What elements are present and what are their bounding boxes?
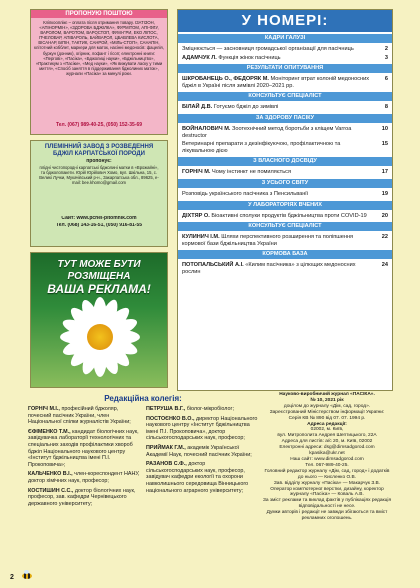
toc-entry-page: 22 bbox=[381, 234, 388, 241]
editorial-board bbox=[28, 394, 258, 584]
toc-entry-author: ГОРНІЧ М. bbox=[182, 169, 213, 176]
toc-entry-title: Чому інстинкт не помиляється bbox=[212, 169, 291, 176]
toc-entry-text bbox=[182, 104, 374, 111]
editorial-column-left bbox=[28, 406, 140, 510]
toc-entry[interactable] bbox=[178, 190, 392, 199]
ad-placeholder bbox=[30, 252, 168, 388]
mail-order-body: Кліпкооплікє – оплата після отримання товару. ІЗАТІЗОН, «АПІНОРМІН», «ЗДОРОВА БДЖІЛКА», ФУРМІТОМ, АПІ-ФЛУ, ВАРОЛОМ, ВАРОТОМ, ВАРОСТОП, ФУМІ-ГРИ, ЕКО ЛІПОС, ПЧЕЛОВАР, АПІВАРОЛЬ, БАЙВАРОЛ, ЦБАВЛЕВА КИСЛОТА, ВІСАНАР, БІПІН, ТАКТИК, САНРОЙ, «МІЛЬ-СТОП», САНАПІН, клітотний кобблет, маркери для маток, насінні медоносів: фацелія, буркун (донник), огірник, лофант і гісоп; електронні книги: «Пергові», «Пасіка», «Бджолиці науки», «Бджільництво», «Практикум з «Пасіки», «Мед науки», «Як вижувати ласку у тими миття», «Спосіб заняття в піддерживання бджолиних маток», журнали «Пасіка» за минулі роки. bbox=[34, 20, 164, 76]
editorial-member bbox=[146, 416, 258, 442]
imprint-line: Оператор комп'ютерної верстки, дизайну, коректор журналу «Пасіка» — Коваль А.В. bbox=[270, 486, 384, 498]
toc-entry-title: Готуємо бджіл до зимівлі bbox=[213, 104, 279, 111]
toc-title: У НОМЕРІ: bbox=[178, 10, 392, 32]
ad-line-1: ТУТ МОЖЕ БУТИ РОЗМІЩЕНА bbox=[57, 259, 141, 282]
mail-order-title: ПРОПОНУЮ ПОШТОЮ bbox=[31, 10, 167, 18]
toc-entry-title: Ветеринарні препарати з дезінфікуючою, профілактичною та лікувальною дією bbox=[182, 141, 341, 154]
imprint-line: Головний редактор журналу «Дім, сад, город» і додатків до нього — Кисленко О.В. bbox=[264, 468, 390, 480]
toc-entry-page: 10 bbox=[381, 125, 388, 132]
toc-entry-title: Біоактивні сполуки продуктів бджільництва проти COVID-19 bbox=[211, 212, 367, 219]
toc-entry-author: АДАМЧУК Л. bbox=[182, 54, 219, 61]
imprint-block bbox=[262, 392, 392, 582]
editorial-member bbox=[146, 445, 258, 458]
toc-section-heading: З УСЬОГО СВІТУ bbox=[178, 179, 392, 188]
imprint-line: Тел. 067-989-40-25. bbox=[305, 462, 349, 468]
editorial-member-name: РАЗАНОВ С.Ф., bbox=[146, 461, 189, 468]
breeding-plant-body: плідні чистопородні карпатські бджолині матки в «Врожайні», та бджолопакети. Юрій Юрійович Хомо, вул. Шкільна, 15, с. Великі Лучки, Мукачівський р-н., Закарпатська обл., 89625, e-mail: bee.khomo@gmail.com bbox=[39, 165, 159, 186]
imprint-line: Адреса для листів: а/с 20, м. Київ, 02002 bbox=[281, 439, 373, 445]
editorial-member-name: ПЕТРУША В.Г., bbox=[146, 406, 187, 412]
toc-entry[interactable] bbox=[178, 54, 392, 63]
ad-line-2: ВАША РЕКЛАМА! bbox=[47, 282, 151, 296]
toc-entry-text bbox=[182, 169, 374, 176]
breeding-plant-site: Сайт: www.pchel-pitomnik.com bbox=[61, 216, 137, 222]
toc-entry-text bbox=[182, 141, 374, 154]
toc-entry-author: ДІХТЯР О. bbox=[182, 212, 212, 219]
editorial-member-name: ПРИЙМАК Г.М., bbox=[146, 444, 188, 451]
toc-entry-page: 15 bbox=[381, 141, 388, 148]
toc-entry[interactable] bbox=[178, 168, 392, 177]
editorial-member-name: ГОРНІЧ М.І., bbox=[28, 406, 62, 412]
toc-entry[interactable] bbox=[178, 261, 392, 276]
toc-entry-text bbox=[182, 76, 374, 89]
imprint-line: Зареєстрований Міністерством інформації України: bbox=[269, 409, 385, 415]
toc-entry-page: 6 bbox=[384, 76, 388, 83]
toc-entry-text bbox=[182, 55, 374, 62]
editorial-member-desc: доктор біологічних наук, професор, зав. кафедри Чернівецького державного університету; bbox=[28, 487, 136, 507]
editorial-member-name: ПОСТОЄНКО В.О., bbox=[146, 415, 196, 422]
editorial-column-middle bbox=[146, 406, 258, 510]
toc-entry-title: «Килим пасічника» з цілющих медоносних рослин bbox=[182, 262, 356, 275]
toc-section-heading: КОНСУЛЬТУЄ СПЕЦІАЛІСТ bbox=[178, 222, 392, 231]
toc-section-heading: З ВЛАСНОГО ДОСВІДУ bbox=[178, 157, 392, 166]
toc-entry-author: КУЛИНИЧ І.М. bbox=[182, 234, 222, 241]
toc-entry-title: Моніторинг втрат колоній медоносних бджіл в Україні після зимівлі 2020–2021 рр. bbox=[182, 76, 370, 89]
toc-section-heading: КАДРИ ГАЛУЗІ bbox=[178, 34, 392, 43]
imprint-lines bbox=[262, 392, 392, 522]
editorial-member bbox=[146, 406, 258, 413]
toc-entry[interactable] bbox=[178, 140, 392, 155]
editorial-member-desc: доктор сільськогосподарських наук, професор, завідувач кафедри екології та охорони навколишнього середовища Вінницького національного аграрного університету; bbox=[146, 461, 249, 494]
toc-entry-page: 20 bbox=[381, 212, 388, 219]
editorial-member-name: ЄФІМЕНКО Т.М., bbox=[28, 428, 73, 435]
editorial-member bbox=[146, 461, 258, 494]
toc-entry-title: Розповідь українського пасічника з Пенсильванії bbox=[182, 190, 309, 197]
toc-entry-page: 3 bbox=[384, 54, 388, 61]
toc-entry[interactable] bbox=[178, 212, 392, 221]
toc-entry-author: БІЛАЙ Д.В. bbox=[182, 104, 214, 111]
toc-entry-page: 17 bbox=[381, 169, 388, 176]
editorial-member bbox=[28, 488, 140, 508]
toc-section-heading: КОНСУЛЬТУЄ СПЕЦІАЛІСТ bbox=[178, 92, 392, 101]
mail-order-box bbox=[30, 9, 168, 135]
toc-entry-text bbox=[182, 46, 374, 53]
toc-entry-text bbox=[182, 191, 374, 198]
toc-entry[interactable] bbox=[178, 103, 392, 112]
editorial-member-name: КОСТИШИН С.С., bbox=[28, 487, 75, 494]
imprint-line: Адреса редакції: bbox=[307, 421, 347, 427]
toc-body bbox=[178, 34, 392, 277]
page-number: 2 bbox=[10, 574, 14, 581]
toc-section-heading: ЗА ЗДОРОВУ ПАСІКУ bbox=[178, 114, 392, 123]
editorial-member-desc: директор Національного наукового центру «Інститут бджільництва імені П.І. Прокоповича», доктор сільськогосподарських наук, професор; bbox=[146, 415, 258, 442]
imprint-line: За зміст реклами та виклад фактів у публікаціях редакція відповідальності не несе. bbox=[262, 498, 392, 510]
mail-order-phone: Тел. (067) 989-40-25, (050) 152-35-69 bbox=[55, 122, 143, 128]
toc-entry-page: 8 bbox=[384, 104, 388, 111]
toc-entry-text bbox=[182, 126, 374, 139]
editorial-member-desc: професійний бджоляр, почесний пасічник України, член Національної спілки журналістів України; bbox=[28, 406, 131, 426]
imprint-line: вул. Митрополита Андрея Шептицького, 22А bbox=[277, 433, 377, 439]
toc-entry-page: 2 bbox=[384, 46, 388, 52]
toc-entry-page: 24 bbox=[381, 262, 388, 269]
editorial-member-desc: кандидат біологічних наук, завідувачка лабораторії технологічних та спеціальних заходів профілактики хвороб бджіл Національного наукового центру «Інститут бджільництва імені П.І. Прокоповича»; bbox=[28, 428, 139, 468]
imprint-line: Зав. відділу журналу «Пасіка» — Макарчук З.В. bbox=[273, 480, 381, 486]
toc-entry-title: Зміцнюється — засновниця громадської організації для пасічниць bbox=[182, 46, 354, 52]
editorial-member bbox=[28, 429, 140, 469]
editorial-member bbox=[28, 406, 140, 426]
toc-entry-title: Шляхи перспективного розширення та поліпшення кормової бази бджільництва України bbox=[182, 234, 354, 247]
toc-section-heading: РЕЗУЛЬТАТИ ОПИТУВАННЯ bbox=[178, 64, 392, 73]
toc-section-heading: У ЛАБОРАТОРІЯХ ВЧЕНИХ bbox=[178, 201, 392, 210]
bee-icon bbox=[20, 570, 34, 580]
breeding-plant-phone: Тел. (068) 143-16-51, (050) 916-81-55 bbox=[55, 223, 143, 229]
editorial-member bbox=[28, 471, 140, 484]
toc-entry[interactable] bbox=[178, 45, 392, 54]
toc-entry-text bbox=[182, 234, 374, 247]
imprint-line[interactable]: Наш сайт: www.dimsadgorod.com bbox=[290, 456, 364, 462]
breeding-plant-box bbox=[30, 140, 168, 247]
editorial-member-name: КАЛЬЧЕНКО В.І., bbox=[28, 471, 75, 478]
toc-entry-author: ВОЙНАЛОВИЧ М. bbox=[182, 125, 233, 132]
breeding-plant-title: ПЛЕМІННИЙ ЗАВОД З РОЗВЕДЕННЯ БДЖІЛ КАРПАТСЬКОЇ ПОРОДИ bbox=[44, 144, 154, 157]
breeding-plant-offer: пропонує: bbox=[86, 159, 112, 164]
toc-entry-text bbox=[182, 262, 374, 275]
toc-entry[interactable] bbox=[178, 233, 392, 248]
imprint-line: Науково-виробничий журнал «ПАСІКА». bbox=[279, 392, 375, 397]
toc-entry-author: ШКРОБАНЕЦЬ О., ФЕДОРЯК М. bbox=[182, 76, 271, 83]
toc-entry[interactable] bbox=[178, 125, 392, 140]
toc-section-heading: КОРМОВА БАЗА bbox=[178, 250, 392, 259]
toc-entry-page: 19 bbox=[381, 190, 388, 197]
imprint-line: доцілом до журналу «Дім, сад, город». bbox=[283, 403, 371, 409]
imprint-line: 02002, м. Київ, bbox=[310, 427, 344, 433]
imprint-line: Серія КВ № 890 від 07. 07. 1994 р. bbox=[288, 415, 366, 421]
toc-entry-text bbox=[182, 213, 374, 220]
imprint-line[interactable]: kpasika@ukr.net bbox=[309, 451, 345, 457]
editorial-member-desc: член-кореспондент НАНУ, доктор хімічних наук, професор; bbox=[28, 471, 140, 484]
imprint-line: № 10, 2021 рік bbox=[310, 397, 344, 403]
editorial-member-desc: академік Української Академії Наук, почесний пасічник України; bbox=[146, 444, 252, 458]
toc-entry[interactable] bbox=[178, 75, 392, 90]
imprint-line[interactable]: Електронні адреси: dsg@dimsadgorod.com bbox=[279, 445, 375, 451]
editorial-member-desc: біолог-мікробіолог; bbox=[186, 406, 234, 412]
toc-entry-title: Зоотехнічний метод боротьби з кліщем Varroa destructor bbox=[182, 125, 352, 139]
toc-entry-title: Функція жінок пасічниць bbox=[218, 54, 281, 61]
imprint-line: Думки авторів і редакції не завжди збігаються та вміст рекламних оголошень. bbox=[266, 510, 388, 522]
toc-entry-author: ПОТОПАЛЬСЬКИЙ А.І. bbox=[182, 262, 246, 269]
table-of-contents bbox=[177, 9, 393, 391]
editorial-title: Редакційна колегія: bbox=[104, 394, 182, 403]
